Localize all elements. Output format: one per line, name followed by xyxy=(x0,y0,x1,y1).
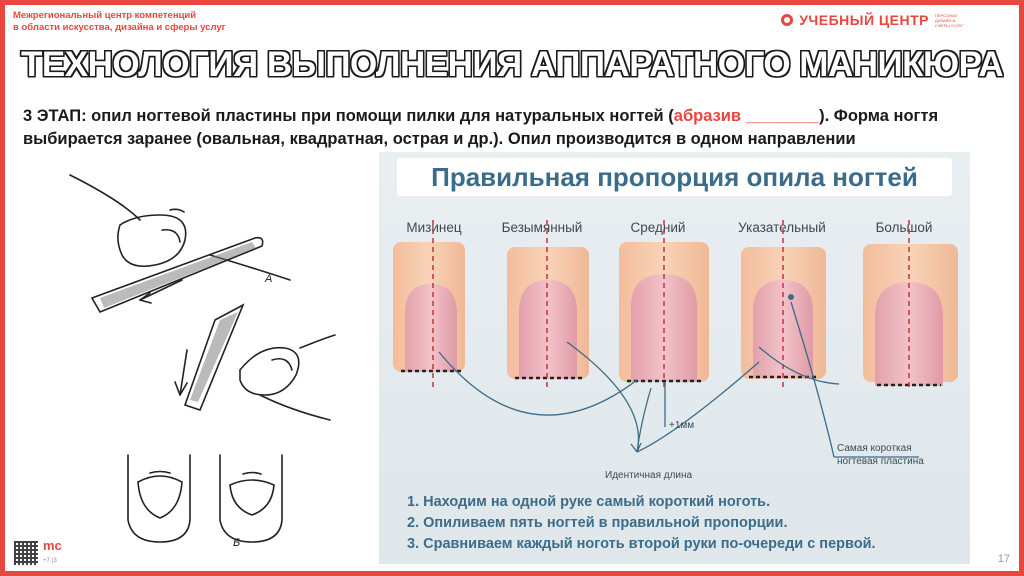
figure-label-b: Б xyxy=(233,537,241,549)
finger-middle xyxy=(619,220,709,388)
finger-b1 xyxy=(128,455,190,542)
brand-subtext: ПЕРСОНАЛ ДИЗАЙН И СФЕРЫ УСЛУГ xyxy=(935,12,964,28)
organization-caption xyxy=(13,10,283,34)
slide-title: ТЕХНОЛОГИЯ ВЫПОЛНЕНИЯ АППАРАТНОГО МАНИКЮРА xyxy=(21,45,1004,84)
panel-title: Правильная пропорция опила ногтей xyxy=(431,162,918,192)
step-2: 2. Опиливаем пять ногтей в правильной пропорции. xyxy=(407,515,788,531)
filing-illustration xyxy=(60,170,340,560)
finger-ring xyxy=(507,220,589,388)
fingertip-a xyxy=(118,215,186,266)
shortest-nail-line2: ногтевая пластина xyxy=(837,456,924,467)
finger-label-thumb: Большой xyxy=(875,220,933,235)
footer-phone: +7 (3 xyxy=(43,558,57,564)
identical-length-label: Идентичная длина xyxy=(605,470,693,481)
finger-label-pinky: Мизинец xyxy=(406,220,462,235)
shortest-nail-label xyxy=(837,442,924,468)
finger-label-index: Указательный xyxy=(738,220,826,235)
footer-logo: mc xyxy=(43,538,62,553)
stage-description xyxy=(23,105,1013,151)
nail-b2 xyxy=(230,480,274,515)
abrasive-highlight: абразив ________ xyxy=(673,107,820,125)
plus-one-mm-label: +1мм xyxy=(669,420,695,431)
nail-diagram xyxy=(379,152,970,492)
step-1: 1. Находим на одной руке самый короткий ноготь. xyxy=(407,494,771,510)
finger-label-middle: Средний xyxy=(630,220,686,235)
org-line-1: Межрегиональный центр компетенций xyxy=(13,10,197,21)
finger-pinky xyxy=(393,220,465,388)
brand-circle-icon xyxy=(781,14,793,26)
steps-list xyxy=(407,492,876,555)
finger-label-ring: Безымянный xyxy=(501,220,583,235)
shortest-nail-line1: Самая короткая xyxy=(837,443,912,454)
step-3: 3. Сравниваем каждый ноготь второй руки по-очереди с первой. xyxy=(407,536,876,552)
stage-text-part1: 3 ЭТАП: опил ногтевой пластины при помощи пилки для натуральных ногтей ( xyxy=(23,107,674,125)
page-number: 17 xyxy=(997,553,1010,565)
nail-b1 xyxy=(138,476,182,518)
nail-proportion-panel xyxy=(379,152,970,564)
finger-outline xyxy=(70,175,140,220)
nail-a xyxy=(162,230,180,242)
org-line-2: в области искусства, дизайна и сферы услуг xyxy=(13,22,226,33)
figure-label-a: А xyxy=(265,273,273,285)
finger-index xyxy=(741,220,826,388)
fingertip-a2 xyxy=(240,348,299,395)
qr-code-icon xyxy=(14,541,38,565)
stage-text-part2: ). Форма ногтя выбирается заранее (овальная, квадратная, острая и др.). Опил производится в одном направлении xyxy=(23,107,939,148)
finger-thumb xyxy=(863,220,958,388)
brand-logo xyxy=(781,12,965,28)
brand-name: УЧЕБНЫЙ ЦЕНТР xyxy=(799,12,929,28)
finger-b2 xyxy=(220,455,282,542)
